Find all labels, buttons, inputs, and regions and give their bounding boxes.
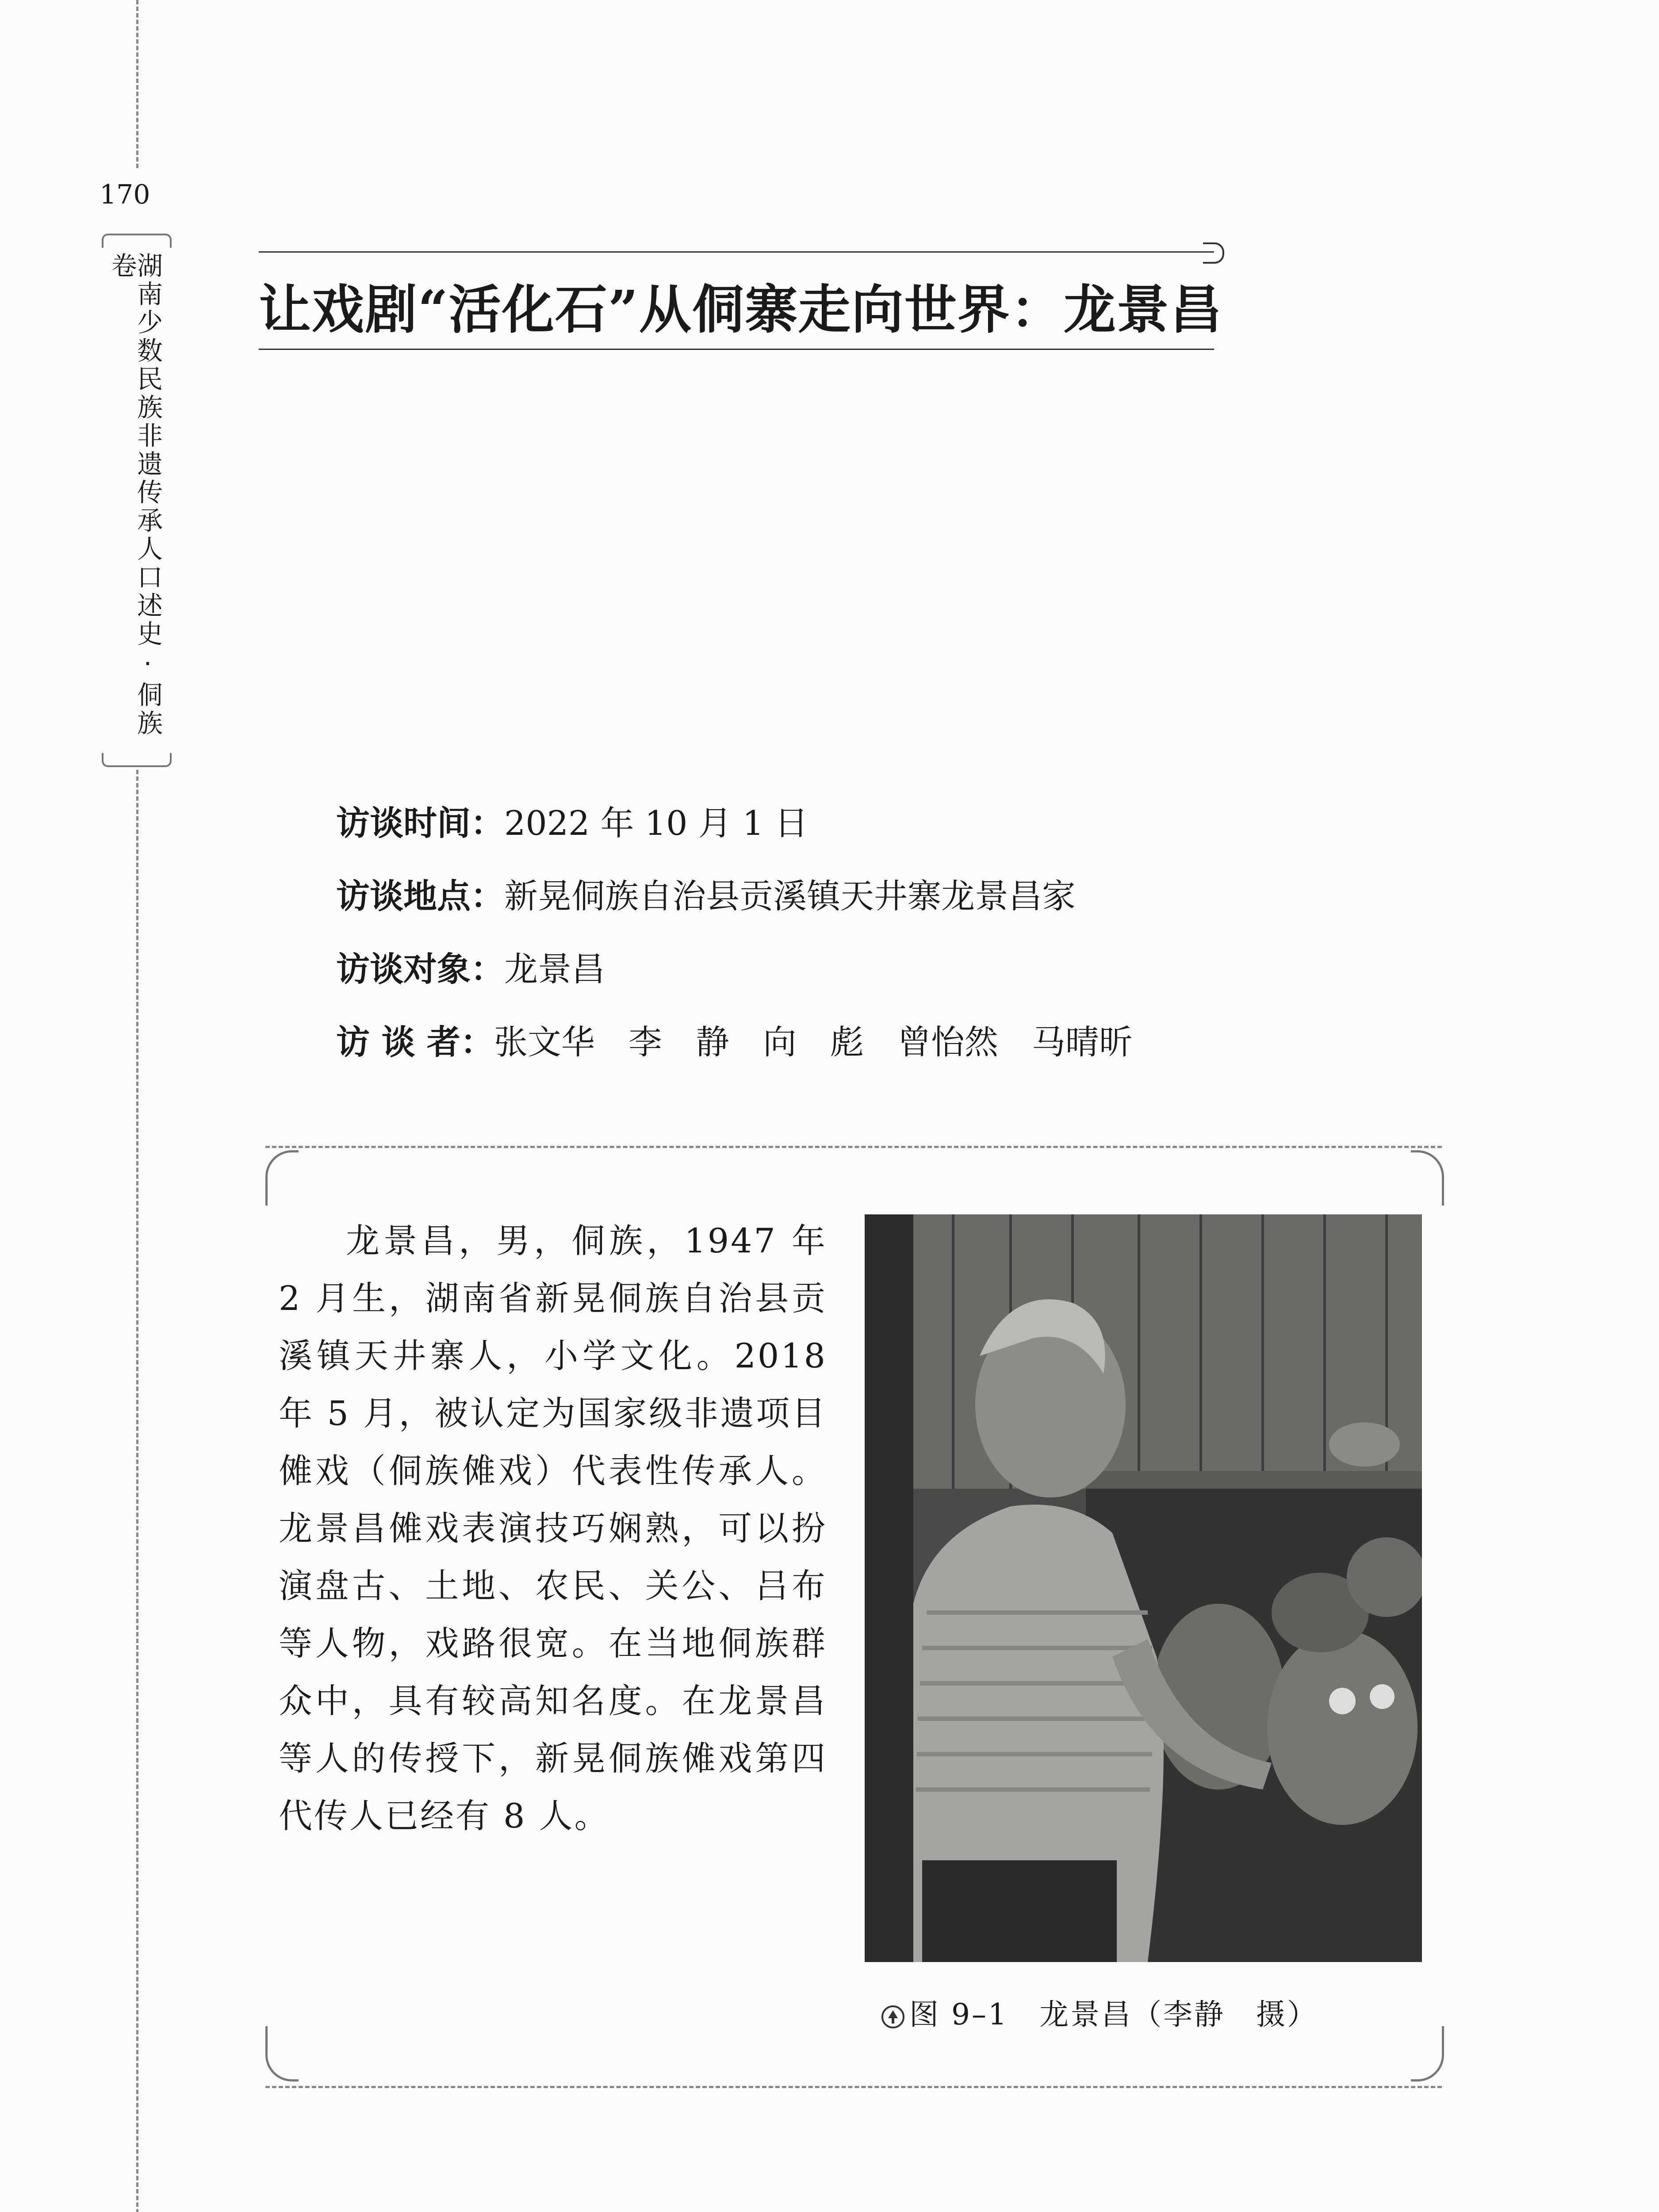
- title-rule-hook: [1203, 242, 1224, 264]
- interview-time-row: [336, 796, 808, 845]
- interview-subject-label: 访谈对象：: [336, 949, 504, 989]
- interviewers-value: 张文华 李 静 向 彪 曾怡然 马晴昕: [494, 1022, 1133, 1062]
- margin-dashed-line-bottom: [136, 770, 138, 2212]
- title-rule-bottom: [259, 349, 1214, 350]
- interview-place-label: 访谈地点：: [336, 876, 504, 916]
- interview-subject-row: [336, 942, 605, 991]
- interview-time-value: 2022 年 10 月 1 日: [504, 803, 808, 843]
- title-rule-top: [259, 251, 1214, 253]
- interview-subject-value: 龙景昌: [504, 949, 605, 989]
- running-title: 湖南少数民族非遗传承人口述史·侗族卷: [107, 252, 163, 738]
- figure-caption-text: 图 9–1 龙景昌（李静 摄）: [909, 1997, 1318, 2032]
- bio-paragraph: 龙景昌，男，侗族，1947 年 2 月生，湖南省新晃侗族自治县贡溪镇天井寨人，小学文化。2018 年 5 月，被认定为国家级非遗项目傩戏（侗族傩戏）代表性传承人。龙景昌傩戏表演技巧娴熟，可以扮演盘古、土地、农民、关公、吕布等人物，戏路很宽。在当地侗族群众中，具有较高知名度。在龙景昌等人的传授下，新晃侗族傩戏第四代传人已经有 8 人。: [279, 1221, 827, 1836]
- figure-caption: [880, 1991, 1318, 2033]
- page-number: 170: [100, 179, 150, 210]
- interview-place-value: 新晃侗族自治县贡溪镇天井寨龙景昌家: [504, 876, 1076, 916]
- figure-marker-icon: [880, 2004, 906, 2030]
- portrait-photo: [865, 1214, 1422, 1962]
- running-title-bracket-bottom: [102, 753, 172, 767]
- interview-time-label: 访谈时间：: [336, 803, 504, 843]
- margin-dashed-line-top: [136, 0, 138, 168]
- interview-place-row: [336, 869, 1076, 918]
- interviewers-row: [336, 1015, 1133, 1064]
- running-title-container: [102, 239, 168, 761]
- chapter-title: 让戏剧“活化石”从侗寨走向世界：龙景昌: [259, 279, 1223, 340]
- interviewers-label: 访 谈 者：: [336, 1022, 494, 1062]
